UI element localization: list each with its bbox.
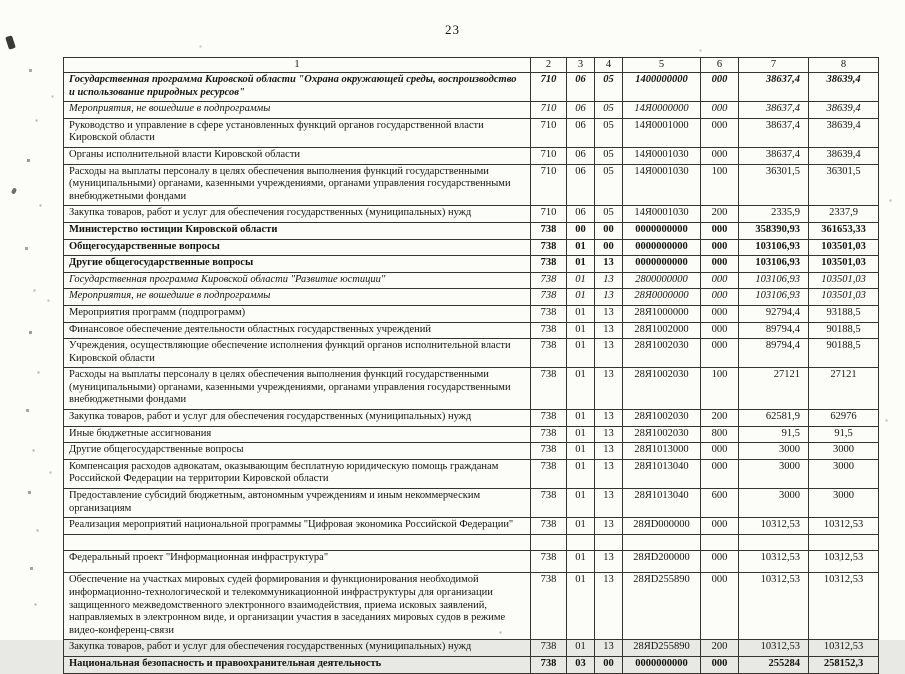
row-cell-c3: 06 bbox=[567, 73, 595, 102]
row-cell-c3: 06 bbox=[567, 147, 595, 164]
table-row bbox=[64, 410, 879, 427]
row-cell-c8: 103501,03 bbox=[809, 272, 879, 289]
row-cell-c7: 38637,4 bbox=[739, 147, 809, 164]
row-cell-c6: 000 bbox=[701, 222, 739, 239]
row-cell-c2: 710 bbox=[531, 118, 567, 147]
row-cell-c2: 738 bbox=[531, 550, 567, 573]
row-cell-c6: 000 bbox=[701, 443, 739, 460]
row-cell-c6 bbox=[701, 534, 739, 550]
row-cell-c4: 05 bbox=[595, 164, 623, 206]
row-cell-c2: 738 bbox=[531, 489, 567, 518]
row-cell-c5: 28Я1013040 bbox=[623, 489, 701, 518]
table-header bbox=[64, 58, 879, 73]
row-cell-c2: 710 bbox=[531, 164, 567, 206]
table-row bbox=[64, 339, 879, 368]
row-cell-c5: 28Я1000000 bbox=[623, 305, 701, 322]
row-cell-c5: 28ЯD000000 bbox=[623, 518, 701, 535]
row-cell-c4: 00 bbox=[595, 656, 623, 673]
row-cell-c6: 000 bbox=[701, 573, 739, 640]
row-cell-c3: 01 bbox=[567, 289, 595, 306]
row-description: Обеспечение на участках мировых судей формирования и функционирования необходимой информационно-технологической и телекоммуникационной инфраструктуры для организации защищенного межведомственного электронного взаимодействия, приема исковых заявлений, направляемых в электронном виде, и организации участия в заседаниях мировых судов в режиме видео-конференц-связи bbox=[64, 573, 531, 640]
row-cell-c5: 28Я1002000 bbox=[623, 322, 701, 339]
row-cell-c7: 255284 bbox=[739, 656, 809, 673]
column-header-7: 7 bbox=[739, 58, 809, 73]
row-cell-c5: 28Я1013040 bbox=[623, 459, 701, 488]
row-description bbox=[64, 534, 531, 550]
row-cell-c4: 13 bbox=[595, 518, 623, 535]
table-header-row bbox=[64, 58, 879, 73]
row-description: Закупка товаров, работ и услуг для обеспечения государственных (муниципальных) нужд bbox=[64, 206, 531, 223]
row-cell-c6: 000 bbox=[701, 656, 739, 673]
row-cell-c4: 13 bbox=[595, 289, 623, 306]
row-cell-c6: 000 bbox=[701, 518, 739, 535]
row-description: Компенсация расходов адвокатам, оказывающим бесплатную юридическую помощь гражданам Российской Федерации на территории Кировской области bbox=[64, 459, 531, 488]
row-cell-c4: 13 bbox=[595, 410, 623, 427]
row-description: Финансовое обеспечение деятельности областных государственных учреждений bbox=[64, 322, 531, 339]
row-cell-c3: 01 bbox=[567, 640, 595, 657]
column-header-6: 6 bbox=[701, 58, 739, 73]
row-cell-c2: 738 bbox=[531, 368, 567, 410]
row-cell-c4: 13 bbox=[595, 459, 623, 488]
row-cell-c2: 738 bbox=[531, 222, 567, 239]
row-cell-c4: 13 bbox=[595, 256, 623, 273]
row-cell-c4: 05 bbox=[595, 102, 623, 119]
row-description: Мероприятия, не вошедшие в подпрограммы bbox=[64, 102, 531, 119]
row-cell-c8: 10312,53 bbox=[809, 640, 879, 657]
table-row bbox=[64, 272, 879, 289]
row-cell-c8: 3000 bbox=[809, 443, 879, 460]
row-description: Расходы на выплаты персоналу в целях обеспечения выполнения функций государственными (муниципальными) органами, казенными учреждениями, органами управления государственными внебюджетными фондами bbox=[64, 164, 531, 206]
row-cell-c3: 01 bbox=[567, 410, 595, 427]
table-row bbox=[64, 489, 879, 518]
row-description: Государственная программа Кировской области "Охрана окружающей среды, воспроизводство и использование природных ресурсов" bbox=[64, 73, 531, 102]
row-cell-c7: 38637,4 bbox=[739, 118, 809, 147]
row-description: Государственная программа Кировской области "Развитие юстиции" bbox=[64, 272, 531, 289]
row-cell-c7: 92794,4 bbox=[739, 305, 809, 322]
table-row bbox=[64, 459, 879, 488]
row-cell-c8: 3000 bbox=[809, 489, 879, 518]
row-cell-c2: 738 bbox=[531, 426, 567, 443]
row-description: Министерство юстиции Кировской области bbox=[64, 222, 531, 239]
row-cell-c7: 2335,9 bbox=[739, 206, 809, 223]
row-cell-c7: 10312,53 bbox=[739, 518, 809, 535]
row-cell-c8: 10312,53 bbox=[809, 573, 879, 640]
column-header-4: 4 bbox=[595, 58, 623, 73]
row-description: Органы исполнительной власти Кировской области bbox=[64, 147, 531, 164]
table-row bbox=[64, 573, 879, 640]
row-cell-c3 bbox=[567, 534, 595, 550]
row-cell-c4: 13 bbox=[595, 322, 623, 339]
row-cell-c5: 0000000000 bbox=[623, 656, 701, 673]
table-row bbox=[64, 222, 879, 239]
row-cell-c2: 738 bbox=[531, 410, 567, 427]
row-cell-c6: 100 bbox=[701, 368, 739, 410]
row-cell-c3: 01 bbox=[567, 550, 595, 573]
row-cell-c6: 800 bbox=[701, 426, 739, 443]
row-cell-c3: 01 bbox=[567, 368, 595, 410]
row-description: Другие общегосударственные вопросы bbox=[64, 256, 531, 273]
row-description: Закупка товаров, работ и услуг для обеспечения государственных (муниципальных) нужд bbox=[64, 410, 531, 427]
row-cell-c8: 91,5 bbox=[809, 426, 879, 443]
column-header-8: 8 bbox=[809, 58, 879, 73]
row-description: Иные бюджетные ассигнования bbox=[64, 426, 531, 443]
row-description: Общегосударственные вопросы bbox=[64, 239, 531, 256]
row-cell-c7: 103106,93 bbox=[739, 256, 809, 273]
row-cell-c5: 28Я1002030 bbox=[623, 410, 701, 427]
row-cell-c5: 1400000000 bbox=[623, 73, 701, 102]
row-cell-c7: 103106,93 bbox=[739, 239, 809, 256]
row-cell-c2: 738 bbox=[531, 339, 567, 368]
row-cell-c7: 91,5 bbox=[739, 426, 809, 443]
row-cell-c3: 06 bbox=[567, 164, 595, 206]
scan-noise bbox=[0, 0, 1, 1]
row-cell-c6: 000 bbox=[701, 289, 739, 306]
table-row bbox=[64, 518, 879, 535]
row-cell-c8: 90188,5 bbox=[809, 322, 879, 339]
row-cell-c5: 28Я1002030 bbox=[623, 426, 701, 443]
row-cell-c7: 10312,53 bbox=[739, 550, 809, 573]
row-cell-c3: 06 bbox=[567, 206, 595, 223]
budget-table bbox=[63, 57, 879, 674]
table-row bbox=[64, 239, 879, 256]
row-cell-c5: 28ЯD200000 bbox=[623, 550, 701, 573]
row-cell-c7: 89794,4 bbox=[739, 322, 809, 339]
row-cell-c8: 3000 bbox=[809, 459, 879, 488]
row-description: Другие общегосударственные вопросы bbox=[64, 443, 531, 460]
row-description: Федеральный проект "Информационная инфраструктура" bbox=[64, 550, 531, 573]
row-cell-c5: 28ЯD255890 bbox=[623, 640, 701, 657]
row-cell-c4: 13 bbox=[595, 573, 623, 640]
row-cell-c6: 000 bbox=[701, 256, 739, 273]
row-cell-c5: 14Я0001030 bbox=[623, 164, 701, 206]
row-cell-c5: 28Я1002030 bbox=[623, 368, 701, 410]
row-cell-c5: 0000000000 bbox=[623, 239, 701, 256]
row-cell-c2: 710 bbox=[531, 147, 567, 164]
table-row bbox=[64, 640, 879, 657]
row-cell-c4: 13 bbox=[595, 489, 623, 518]
table-row bbox=[64, 102, 879, 119]
table-row bbox=[64, 443, 879, 460]
table-row bbox=[64, 368, 879, 410]
row-cell-c8: 38639,4 bbox=[809, 118, 879, 147]
row-cell-c7 bbox=[739, 534, 809, 550]
row-cell-c3: 06 bbox=[567, 118, 595, 147]
table-body bbox=[64, 73, 879, 674]
row-cell-c7: 27121 bbox=[739, 368, 809, 410]
row-cell-c5: 28Я1002030 bbox=[623, 339, 701, 368]
row-cell-c5: 2800000000 bbox=[623, 272, 701, 289]
row-cell-c4: 13 bbox=[595, 640, 623, 657]
table-row bbox=[64, 73, 879, 102]
row-cell-c2 bbox=[531, 534, 567, 550]
row-cell-c3: 06 bbox=[567, 102, 595, 119]
row-cell-c7: 103106,93 bbox=[739, 272, 809, 289]
row-cell-c8: 38639,4 bbox=[809, 147, 879, 164]
row-cell-c3: 01 bbox=[567, 256, 595, 273]
row-cell-c8: 10312,53 bbox=[809, 518, 879, 535]
row-cell-c7: 3000 bbox=[739, 443, 809, 460]
row-cell-c4: 13 bbox=[595, 550, 623, 573]
row-cell-c8: 38639,4 bbox=[809, 102, 879, 119]
row-cell-c8: 90188,5 bbox=[809, 339, 879, 368]
row-description: Руководство и управление в сфере установленных функций органов государственной власти Кировской области bbox=[64, 118, 531, 147]
row-cell-c3: 01 bbox=[567, 443, 595, 460]
row-cell-c2: 738 bbox=[531, 305, 567, 322]
table-row bbox=[64, 534, 879, 550]
row-cell-c6: 200 bbox=[701, 206, 739, 223]
row-cell-c8: 103501,03 bbox=[809, 256, 879, 273]
row-cell-c5: 14Я0000000 bbox=[623, 102, 701, 119]
row-cell-c6: 000 bbox=[701, 272, 739, 289]
row-cell-c3: 01 bbox=[567, 518, 595, 535]
row-cell-c5: 28ЯD255890 bbox=[623, 573, 701, 640]
row-cell-c5: 28Я1013000 bbox=[623, 443, 701, 460]
row-cell-c5: 14Я0001000 bbox=[623, 118, 701, 147]
row-cell-c3: 03 bbox=[567, 656, 595, 673]
row-cell-c6: 000 bbox=[701, 322, 739, 339]
page-number: 23 bbox=[445, 22, 460, 37]
row-cell-c3: 01 bbox=[567, 459, 595, 488]
row-cell-c4: 05 bbox=[595, 73, 623, 102]
table-row bbox=[64, 147, 879, 164]
row-description: Реализация мероприятий национальной программы "Цифровая экономика Российской Федерации" bbox=[64, 518, 531, 535]
row-cell-c4 bbox=[595, 534, 623, 550]
table-row bbox=[64, 206, 879, 223]
row-cell-c6: 000 bbox=[701, 239, 739, 256]
row-cell-c2: 710 bbox=[531, 102, 567, 119]
row-description: Закупка товаров, работ и услуг для обеспечения государственных (муниципальных) нужд bbox=[64, 640, 531, 657]
row-cell-c4: 00 bbox=[595, 239, 623, 256]
table-row bbox=[64, 118, 879, 147]
row-cell-c2: 738 bbox=[531, 640, 567, 657]
table-row bbox=[64, 426, 879, 443]
column-header-1: 1 bbox=[64, 58, 531, 73]
column-header-3: 3 bbox=[567, 58, 595, 73]
row-cell-c2: 738 bbox=[531, 239, 567, 256]
row-cell-c4: 13 bbox=[595, 339, 623, 368]
row-cell-c2: 738 bbox=[531, 443, 567, 460]
row-description: Учреждения, осуществляющие обеспечение исполнения функций органов исполнительной власти Кировской области bbox=[64, 339, 531, 368]
row-cell-c2: 738 bbox=[531, 459, 567, 488]
row-cell-c8: 62976 bbox=[809, 410, 879, 427]
row-cell-c3: 01 bbox=[567, 426, 595, 443]
table-row bbox=[64, 656, 879, 673]
row-cell-c8: 10312,53 bbox=[809, 550, 879, 573]
row-cell-c4: 13 bbox=[595, 368, 623, 410]
row-cell-c4: 05 bbox=[595, 118, 623, 147]
row-cell-c6: 200 bbox=[701, 410, 739, 427]
row-description: Национальная безопасность и правоохранительная деятельность bbox=[64, 656, 531, 673]
row-cell-c6: 100 bbox=[701, 164, 739, 206]
row-cell-c8: 103501,03 bbox=[809, 289, 879, 306]
table-row bbox=[64, 256, 879, 273]
row-description: Расходы на выплаты персоналу в целях обеспечения выполнения функций государственными (муниципальными) органами, казенными учреждениями, органами управления государственными внебюджетными фондами bbox=[64, 368, 531, 410]
row-cell-c8: 361653,33 bbox=[809, 222, 879, 239]
row-cell-c7: 10312,53 bbox=[739, 640, 809, 657]
table-row bbox=[64, 305, 879, 322]
scan-artifact bbox=[11, 187, 17, 194]
row-description: Мероприятия, не вошедшие в подпрограммы bbox=[64, 289, 531, 306]
column-header-5: 5 bbox=[623, 58, 701, 73]
row-description: Мероприятия программ (подпрограмм) bbox=[64, 305, 531, 322]
row-cell-c6: 000 bbox=[701, 147, 739, 164]
table-row bbox=[64, 164, 879, 206]
row-cell-c2: 738 bbox=[531, 272, 567, 289]
row-cell-c8: 2337,9 bbox=[809, 206, 879, 223]
table-row bbox=[64, 289, 879, 306]
row-cell-c6: 600 bbox=[701, 489, 739, 518]
row-cell-c7: 3000 bbox=[739, 459, 809, 488]
row-cell-c6: 000 bbox=[701, 118, 739, 147]
row-cell-c7: 38637,4 bbox=[739, 102, 809, 119]
row-cell-c3: 01 bbox=[567, 272, 595, 289]
row-cell-c8: 103501,03 bbox=[809, 239, 879, 256]
row-cell-c6: 000 bbox=[701, 305, 739, 322]
row-cell-c2: 738 bbox=[531, 573, 567, 640]
row-cell-c4: 05 bbox=[595, 147, 623, 164]
row-cell-c4: 05 bbox=[595, 206, 623, 223]
row-cell-c3: 00 bbox=[567, 222, 595, 239]
row-cell-c7: 36301,5 bbox=[739, 164, 809, 206]
row-cell-c5: 14Я0001030 bbox=[623, 147, 701, 164]
row-description: Предоставление субсидий бюджетным, автономным учреждениям и иным некоммерческим организациям bbox=[64, 489, 531, 518]
row-cell-c3: 01 bbox=[567, 239, 595, 256]
row-cell-c2: 738 bbox=[531, 656, 567, 673]
row-cell-c5 bbox=[623, 534, 701, 550]
row-cell-c6: 000 bbox=[701, 102, 739, 119]
row-cell-c3: 01 bbox=[567, 339, 595, 368]
row-cell-c7: 62581,9 bbox=[739, 410, 809, 427]
row-cell-c7: 103106,93 bbox=[739, 289, 809, 306]
row-cell-c2: 738 bbox=[531, 518, 567, 535]
row-cell-c2: 738 bbox=[531, 322, 567, 339]
row-cell-c6: 000 bbox=[701, 459, 739, 488]
row-cell-c4: 00 bbox=[595, 222, 623, 239]
row-cell-c5: 0000000000 bbox=[623, 222, 701, 239]
row-cell-c8: 27121 bbox=[809, 368, 879, 410]
row-cell-c3: 01 bbox=[567, 322, 595, 339]
row-cell-c5: 28Я0000000 bbox=[623, 289, 701, 306]
row-cell-c3: 01 bbox=[567, 573, 595, 640]
row-cell-c8 bbox=[809, 534, 879, 550]
row-cell-c6: 200 bbox=[701, 640, 739, 657]
row-cell-c7: 38637,4 bbox=[739, 73, 809, 102]
row-cell-c5: 14Я0001030 bbox=[623, 206, 701, 223]
row-cell-c4: 13 bbox=[595, 443, 623, 460]
row-cell-c4: 13 bbox=[595, 305, 623, 322]
row-cell-c5: 0000000000 bbox=[623, 256, 701, 273]
table-row bbox=[64, 322, 879, 339]
row-cell-c7: 3000 bbox=[739, 489, 809, 518]
row-cell-c3: 01 bbox=[567, 489, 595, 518]
row-cell-c7: 358390,93 bbox=[739, 222, 809, 239]
table-row bbox=[64, 550, 879, 573]
row-cell-c2: 710 bbox=[531, 206, 567, 223]
column-header-2: 2 bbox=[531, 58, 567, 73]
row-cell-c2: 738 bbox=[531, 289, 567, 306]
row-cell-c8: 258152,3 bbox=[809, 656, 879, 673]
row-cell-c7: 10312,53 bbox=[739, 573, 809, 640]
row-cell-c6: 000 bbox=[701, 339, 739, 368]
row-cell-c7: 89794,4 bbox=[739, 339, 809, 368]
row-cell-c8: 38639,4 bbox=[809, 73, 879, 102]
row-cell-c2: 738 bbox=[531, 256, 567, 273]
row-cell-c3: 01 bbox=[567, 305, 595, 322]
row-cell-c6: 000 bbox=[701, 73, 739, 102]
row-cell-c8: 36301,5 bbox=[809, 164, 879, 206]
row-cell-c8: 93188,5 bbox=[809, 305, 879, 322]
row-cell-c4: 13 bbox=[595, 272, 623, 289]
row-cell-c6: 000 bbox=[701, 550, 739, 573]
row-cell-c4: 13 bbox=[595, 426, 623, 443]
row-cell-c2: 710 bbox=[531, 73, 567, 102]
